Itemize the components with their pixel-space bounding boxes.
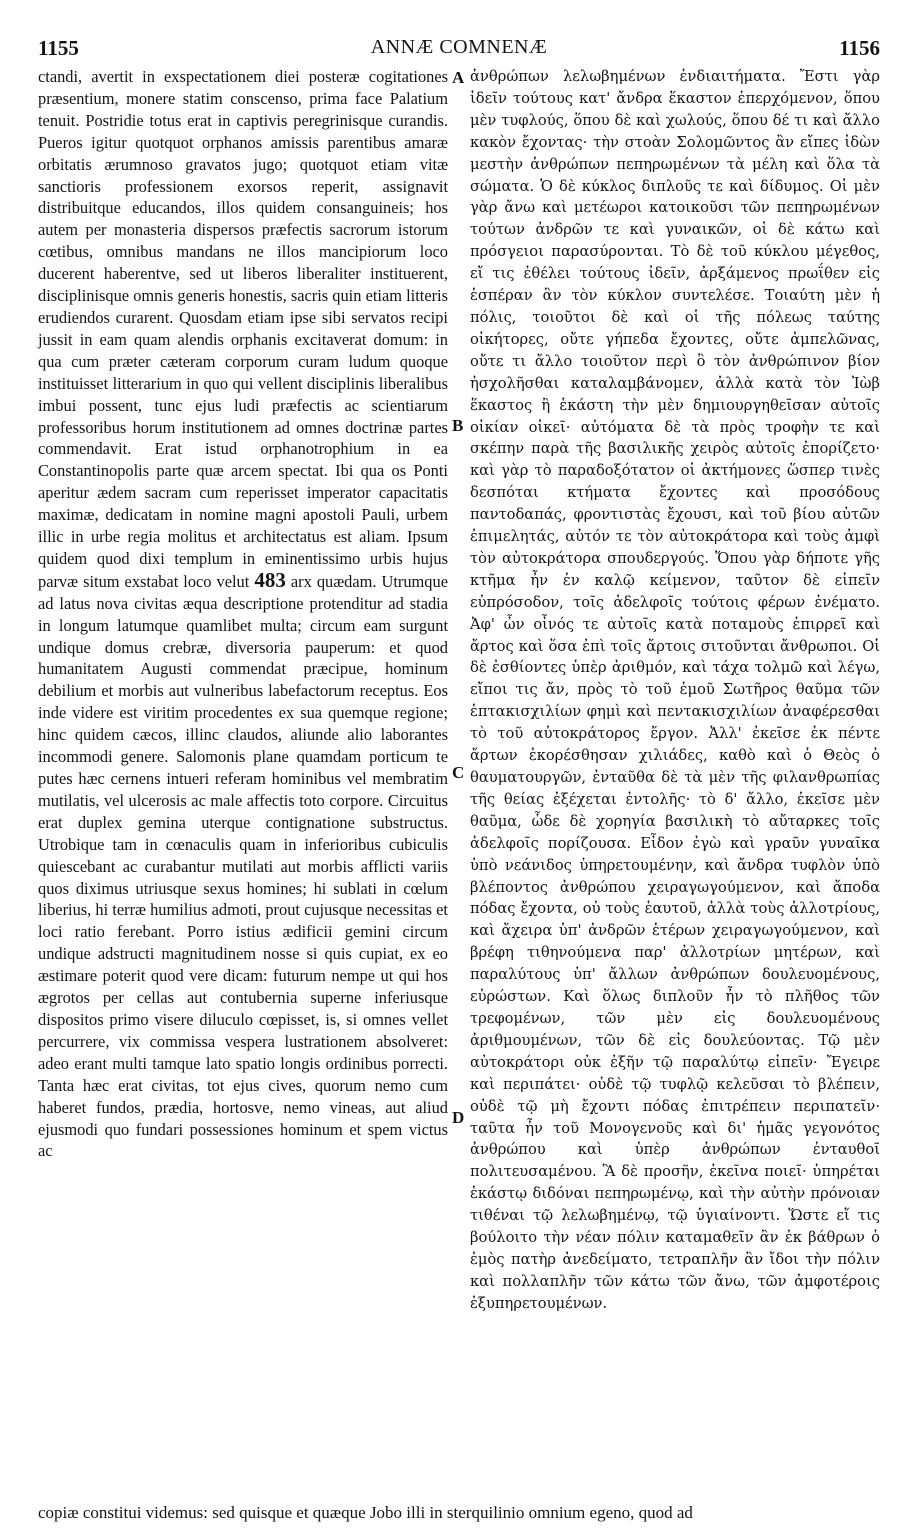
greek-column	[470, 66, 880, 1315]
page-marker: 483	[254, 567, 286, 592]
page-number-left: 1155	[38, 36, 79, 60]
page-number-right: 1156	[839, 36, 880, 60]
margin-letter-d: D	[452, 1108, 465, 1127]
running-title: ANNÆ COMNENÆ	[370, 36, 548, 58]
latin-column	[38, 66, 448, 1162]
margin-letter-b: B	[452, 416, 464, 435]
page-header	[38, 36, 880, 62]
bottom-line: copiæ constitui videmus: sed quisque et quæque Jobo illi in sterquilinio omnium egeno, quod ad	[38, 1503, 693, 1522]
latin-text-part-2: arx quædam. Utrumque ad latus nova civitas æqua descriptione protenditur ad stadia in longum latumque quamlibet multa; circum eam surgunt undique domus crebræ, diversoria pauperum: et quod humanitatem Augusti commendat præcipue, hominum debilium et morbis aut vulneribus labefactorum receptus. Eos inde videre est viritim procedentes ex sua quemque regione; hinc quidem cæcos, illinc claudos, aliunde alio laborantes incommodi genere. Salomonis plane quamdam porticum te putes hæc cernens intueri referam hominibus vel membratim mutilatis, vel ulcerosis ac male affectis toto corpore. Circuitus erat duplex gemina uterque contignatione substructus. Utrobique tam in cœnaculis quam in inferioribus cubiculis quiescebant ac curabantur mutilati aut morbis afflicti variis quos diximus utriusque sexus homines; hi sublati in cœlum liberius, hi terræ humilius admoti, prout cujusque necessitas et loci ratio ferebant. Porro istius ædificii gemini circum undique adstructi magnitudinem nosse si quis cupiat, ex eo æstimare poterit quod vere dicam: futurum nempe ut qui hos ægrotos per cellas aut contubernia superne inferiusque dispositos primo visere diluculo cœpisset, is, si omnes vellet percurrere, vix commissa vespera lustrationem absolveret: adeo erant multi tamque lato spatio longis ordinibus porrecti. Tanta hæc erat civitas, tot ejus cives, quorum nemo cum haberet fundos, prædia, hortosve, nemo vineas, aut aliud ejusmodi quo fundari possessiones hominum et spem victus ac	[38, 571, 448, 1161]
greek-text: ἀνθρώπων λελωβημένων ἐνδιαιτήματα. Ἔστι γὰρ ἰδεῖν τούτους κατ' ἄνδρα ἕκαστον ἐπερχόμενον, ὅπου μὲν τυφλούς, ὅπου δὲ καὶ χωλούς, ὅπου δέ τι καὶ ἄλλο κακὸν ἔχοντας· τὴν στοὰν Σολομῶντος ἂν εἴπες ἰδὼν μεστὴν ἀνθρώπων πεπηρωμένων τὰ μέλη καὶ ὅλα τὰ σώματα. Ὁ δὲ κύκλος διπλοῦς τε καὶ δίδυμος. Οἱ μὲν γὰρ ἄνω καὶ μετέωροι κατοικοῦσι τῶν πεπηρωμένων τούτων ἀνδρῶν τε καὶ γυναικῶν, οἱ δὲ κάτω καὶ πρόσγειοι παρασύρονται. Τὸ δὲ τοῦ κύκλου μέγεθος, εἴ τις ἐθέλει τούτους ἰδεῖν, ἀρξάμενος πρωΐθεν εἰς ἑσπέραν ἂν τὸν κύκλον συντελέσε. Τοιαύτη μὲν ἡ πόλις, τοιοῦτοι δὲ καὶ οἱ τῆς πόλεως ταύτης οἰκήτορες, οὔτε γήπεδα ἔχοντες, οὔτε ἀμπελῶνας, οὔτε τι ἄλλο τοιοῦτον περὶ ὃ τὸν ἀνθρώπινον βίον ἠσχολῆσθαι καταλαμβάνομεν, ἀλλὰ κατὰ τὸν Ἰὼβ ἕκαστος ἢ ἑκάστη τὴν μὲν δημιουργηθεῖσαν αὐτοῖς οἰκίαν οἰκεῖ· αὐτόματα δὲ τὰ πρὸς τροφὴν τε καὶ σκέπην παρὰ τῆς βασιλικῆς χειρὸς αὐτοῖς ἐπορίζετο· καὶ γὰρ τὸ παραδοξότατον οἱ ἀκτήμονες ὥσπερ τινὲς δεσπόται κτήματα ἔχοντες καὶ προσόδους παντοδαπάς, φροντιστὰς ἔχουσι, καὶ τοῦ βίου αὐτῶν ἐπιμελητάς, αὐτόν τε τὸν αὐτοκράτορα καὶ τοὺς ἀμφὶ τὸν αὐτοκράτορα σπουδεργούς. Ὅπου γὰρ δήποτε γῆς κτῆμα ἦν ἐν καλῷ κείμενον, ταῦτον δὲ εἰπεῖν εὐπρόσοδον, τοῖς ἀδελφοῖς τούτοις φέρων ἐνέματο. Ἀφ' ὧν οἶνός τε αὐτοῖς κατὰ ποταμοὺς ἐπιρρεῖ καὶ ἄρτος καὶ ὅσα ἐπὶ τοῖς ἄρτοις σιτοῦνται ἄνθρωποι. Οἱ δὲ ἐσθίοντες ὑπὲρ ἀριθμόν, καὶ τάχα τολμῶ καὶ λέγω, εἴποι τις ἄν, πρὸς τὸ τοῦ ἐμοῦ Σωτῆρος θαῦμα τῶν ἑπτακισχιλίων φημὶ καὶ πεντακισχιλίων ἀναφέρεσθαι τὸ τοῦ αὐτοκράτορος ἔργον. Ἀλλ' ἐκεῖσε ἐκ πέντε ἄρτων ἐκορέσθησαν χιλιάδες, καθὸ καὶ ὁ Θεὸς ὁ θαυματουργῶν, ἐνταῦθα δὲ τὰ μὲν τῆς φιλανθρωπίας τῆς θείας ἐξέχεται ἐντολῆς· τὸ δ' ἄλλο, ἐκεῖσε μὲν θαῦμα, ὧδε δὲ χορηγία βασιλικὴ τὸ αὔταρκες τοῖς ἀδελφοῖς πορίζουσα. Εἶδον ἐγὼ καὶ γραῦν γυναῖκα ὑπὸ νεάνιδος ὑπηρετουμένην, καὶ ἄνδρα τυφλὸν ὑπὸ βλέποντος ἀνθρώπου χειραγωγούμενον, καὶ ἄποδα πόδας ἔχοντα, οὐ τοὺς ἑαυτοῦ, ἀλλὰ τοὺς ἀλλοτρίους, καὶ ἄχειρα ὑπ' ἀνδρῶν ἑτέρων χειραγωγούμενον, καὶ βρέφη τιθηνούμενα παρ' ἀλλοτρίων μητέρων, καὶ παραλύτους ὑπ' ἄλλων ἀνθρώπων δουλευομένους, εὐρώστων. Καὶ ὅλως διπλοῦν ἦν τὸ πλῆθος τῶν τρεφομένων, τῶν μὲν εἰς δουλευομένους ἀριθμουμένων, τῶν δὲ εἰς δουλεύοντας. Τῷ μὲν αὐτοκράτορι οὐκ ἐξῆν τῷ παραλύτῳ εἰπεῖν· Ἔγειρε καὶ περιπάτει· οὐδὲ τῷ τυφλῷ κελεῦσαι τὸ βλέπειν, οὐδὲ τῷ μὴ ἔχοντι πόδας ἐπιτρέπειν περιπατεῖν· ταῦτα ἦν τοῦ Μονογενοῦς καὶ δι' ἡμᾶς γεγονότος ἀνθρώπου καὶ ὑπὲρ ἀνθρώπων ἐνταυθοῖ πολιτευσαμένου. Ἃ δὲ προσῆν, ἐκεῖνα ποιεῖ· ὑπηρέται ἑκάστῳ διδόναι πεπηρωμένῳ, καὶ τὴν αὐτὴν πρόνοιαν τιθέναι τῷ λελωβημένῳ, τῷ ὑγιαίνοντι. Ὥστε εἴ τις βούλοιτο τὴν νέαν πόλιν καταμαθεῖν ἂν ἐκ βάθρων ὁ ἐμὸς πατὴρ ἀνεδείματο, τετραπλῆν ἂν ἴδοι τὴν πόλιν καὶ πολλαπλῆν τῶν κάτω τῶν ἄνω, τῶν ἀμφοτέροις ἐξυπηρετουμένων.	[470, 68, 880, 1312]
margin-letter-c: C	[452, 763, 465, 782]
latin-text	[38, 66, 448, 1162]
margin-letter-a: A	[452, 68, 465, 87]
latin-text-part-1: ctandi, avertit in exspectationem diei posteræ cogitationes præsentium, monere statim conscenso, prima face Palatium tenuit. Postridie totus erat in captivis peregrinisque curandis. Pueros igitur quotquot orphanos amissis parentibus amaræ orbitatis ærumnoso gravatos jugo; quotquot etiam vitæ sanctioris professionem exorsos reperit, assignavit distribuitque educandos, illos quidem consanguineis; hos autem per monasteria dispersos præfectis sacrorum istorum cœtibus, omnibus mandans ne illos mancipiorum loco ducerent haberentve, sed ut liberos liberaliter instituerent, disciplinisque omnis generis honestis, sacris quin etiam litteris erudiendos curarent. Quosdam etiam ipse sibi servatos recipi jussit in eam quam alendis orphanis excitaverat domum: in qua cum præter cæteram corporum curam ludum quoque instituisset litterarium in quo qui vellent disciplinis liberalibus imbui possent, tunc ejus ludi præfectis ac scientiarum professoribus horum institutionem ad omnes doctrinæ partes commendavit. Erat istud orphanotrophium in ea Constantinopolis parte quæ arcem spectat. Ibi qua os Ponti aperitur ædem sacram cum reperisset imperator capacitatis maximæ, dedicatam in nomine magni apostoli Pauli, urbem illic in urbe regia molitus et architectatus est aliam. Ipsum quidem quod dixi templum in eminentissimo urbis hujus parvæ situm exstabat loco velut	[38, 67, 448, 591]
